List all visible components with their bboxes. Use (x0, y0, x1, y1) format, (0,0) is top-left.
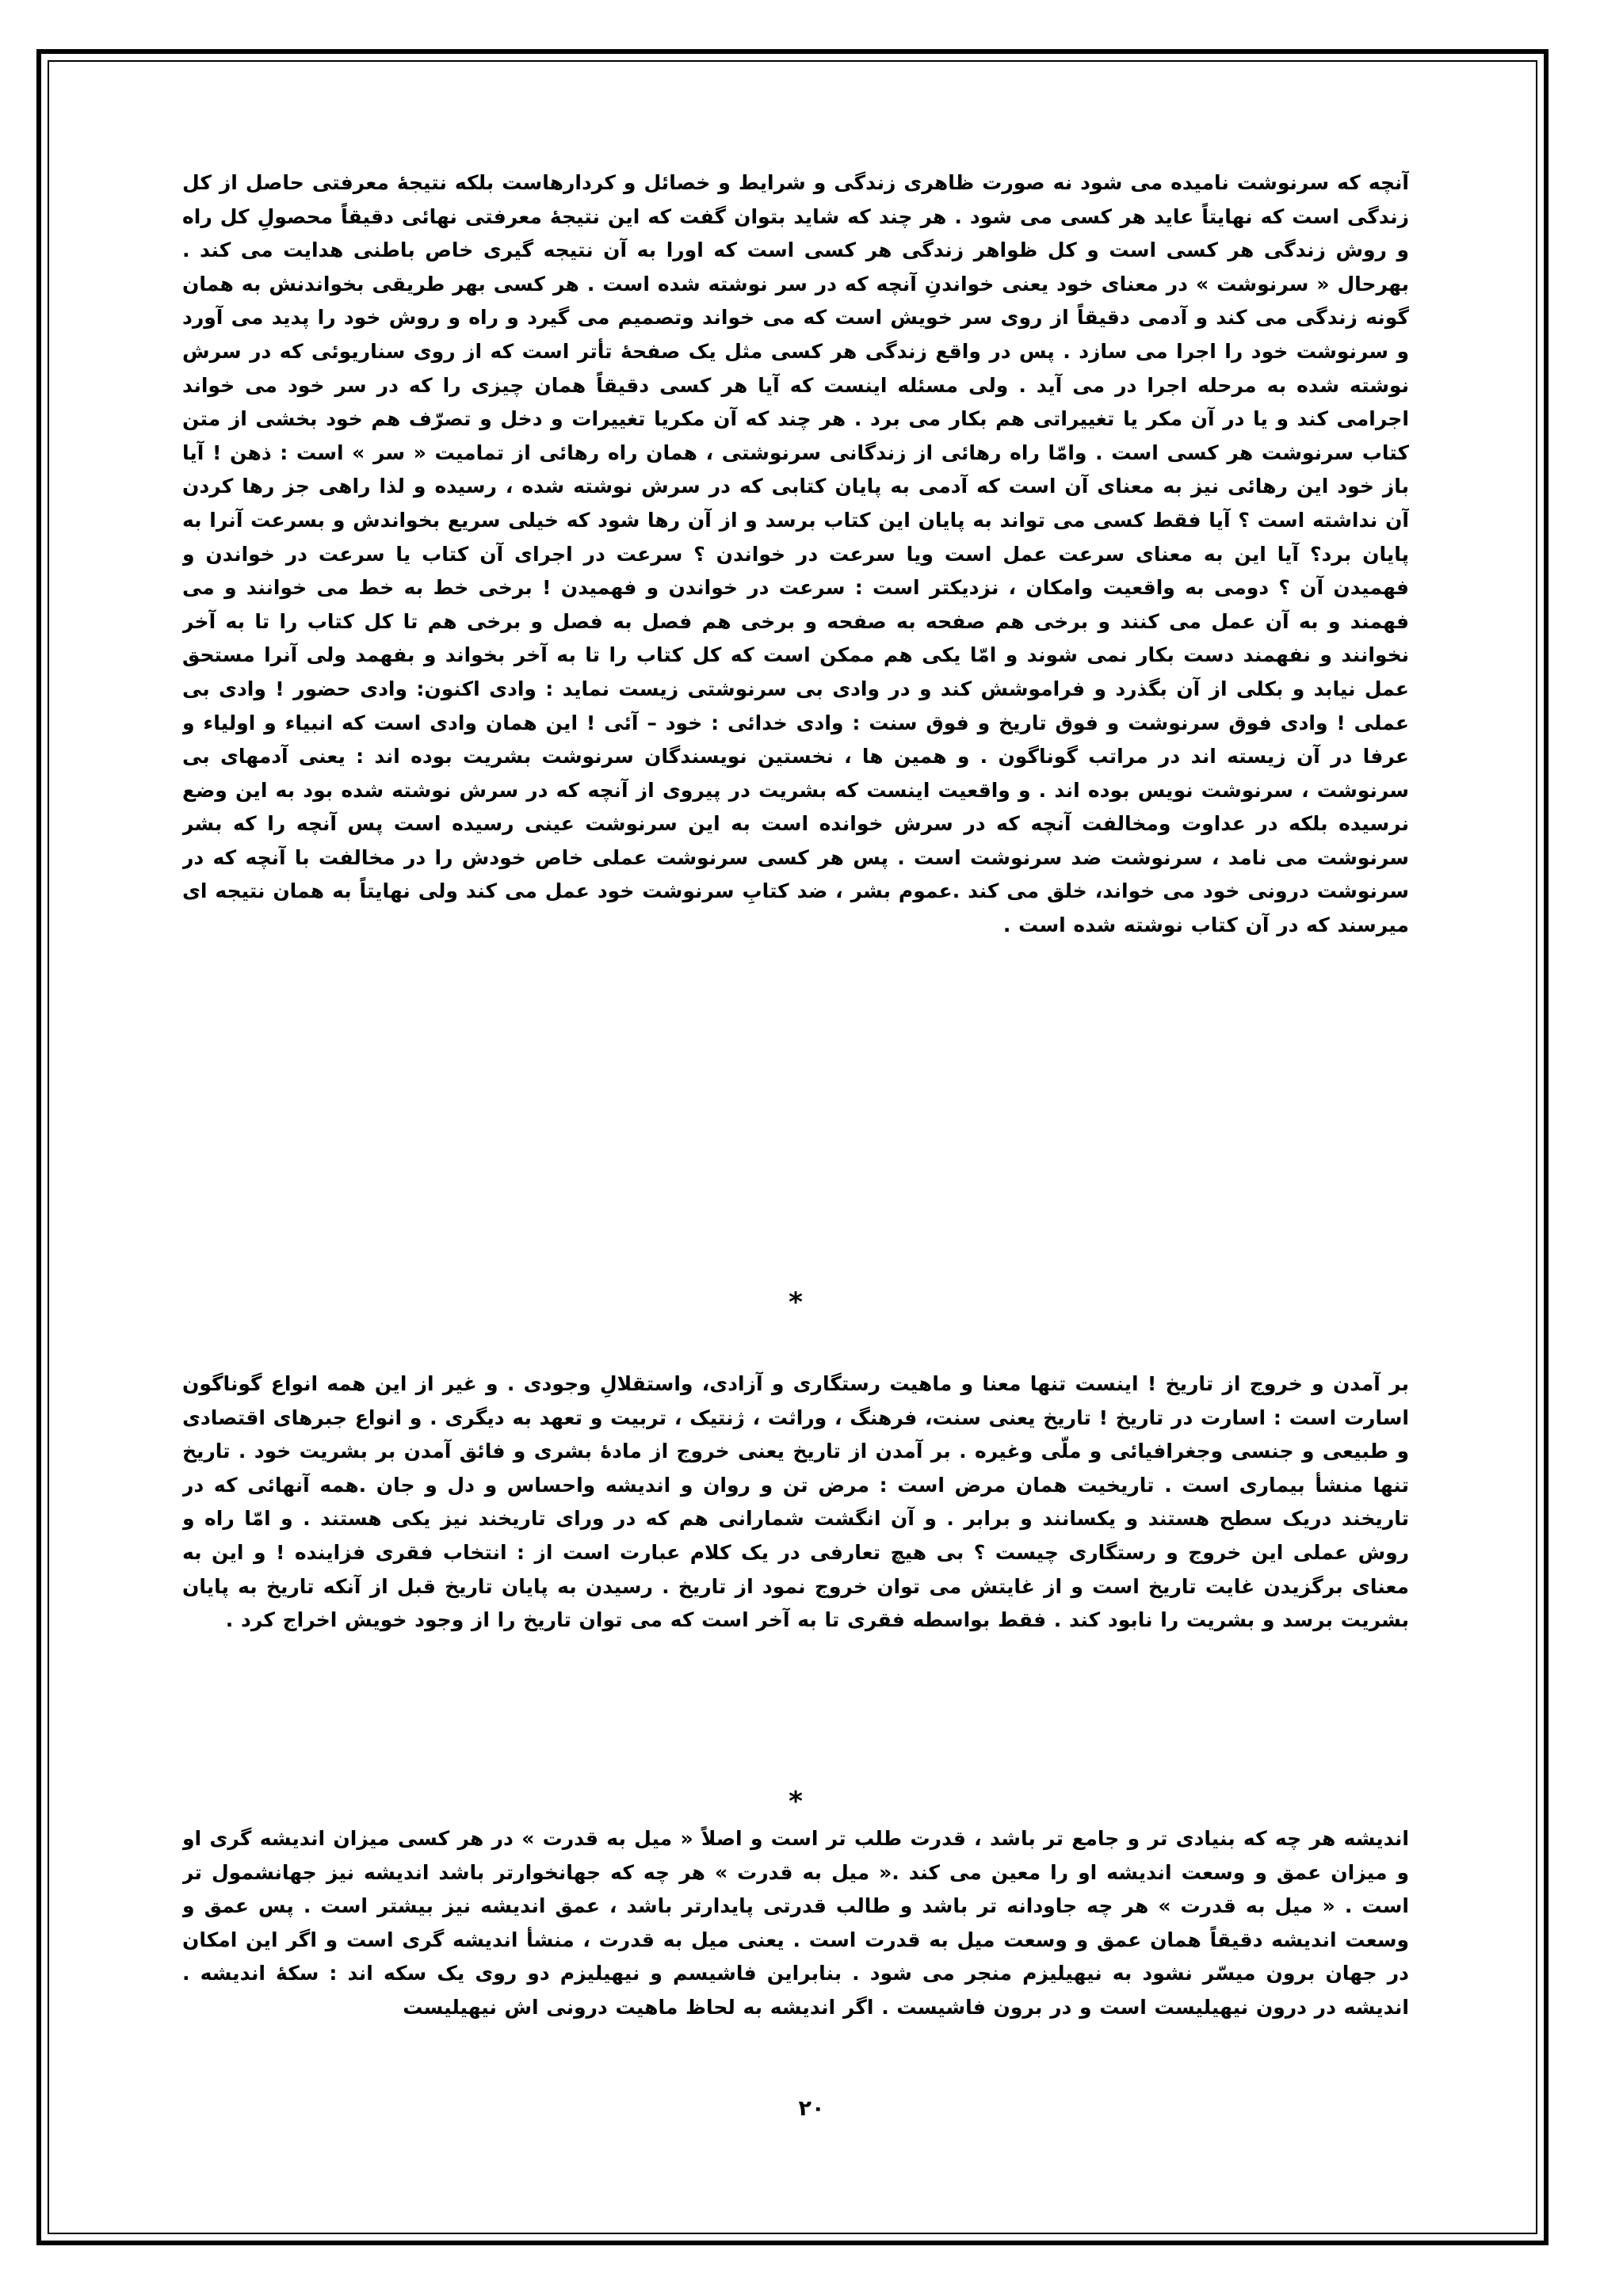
paragraph-destiny: آنچه که سرنوشت نامیده می شود نه صورت ظاهری زندگی و شرایط و خصائل و کردارهاست بلکه نتیجهٔ معرفتی حاصل از کل زندگی است که نهایتاً عاید هر کسی می شود . هر چند که شاید بتوان گفت که این نتیجهٔ معرفتی نهائی دقیقاً محصولِ کل راه و روش زندگی هر کسی است و کل ظواهر زندگی هر کسی است که اورا به آن نتیجه گیری خاص باطنی هدایت می کند . بهرحال « سرنوشت » در معنای خود یعنی خواندنِ آنچه که در سر نوشته شده است . هر کسی بهر طریقی بخواندنش به همان گونه زندگی می کند و آدمی دقیقاً از روی سر خویش است که می خواند وتصمیم می گیرد و راه و روش خود را پدید می آورد و سرنوشت خود را اجرا می سازد . پس در واقع زندگی هر کسی مثل یک صفحهٔ تأتر است که از روی سناریوئی که در سرش نوشته شده به مرحله اجرا در می آید . ولی مسئله اینست که آیا هر کسی دقیقاً همان چیزی را که در سر خود می خواند اجرامی کند و یا در آن مکر یا تغییراتی هم بکار می برد . هر چند که آن مکریا تغییرات و دخل و تصرّف هم خود بخشی از متن کتاب سرنوشت هر کسی است . وامّا راه رهائی از زندگانی سرنوشتی ، همان راه رهائی از تمامیت « سر » است : ذهن ! آیا باز خود این رهائی نیز به معنای آن است که آدمی به پایان کتابی که در سرش نوشته شده ، رسیده و لذا راهی جز رها کردن آن نداشته است ؟ آیا فقط کسی می تواند به پایان این کتاب برسد و از آن رها شود که خیلی سریع بخواندش و بسرعت آنرا به پایان برد؟ آیا این به معنای سرعت عمل است ویا سرعت در خواندن ؟ سرعت در اجرای آن کتاب یا سرعت در خواندن و فهمیدن آن ؟ دومی به واقعیت وامکان ، نزدیکتر است : سرعت در خواندن و فهمیدن ! برخی خط به خط می خوانند و می فهمند و به آن عمل می کنند و برخی هم صفحه به صفحه و برخی هم فصل به فصل و برخی هم تا کل کتاب را تا به آخر نخوانند و نفهمند دست بکار نمی شوند و امّا یکی هم ممکن است که کل کتاب را تا به آخر بخواند و بفهمد ولی آنرا مستحق عمل نیابد و بکلی از آن بگذرد و فراموشش کند و در وادی بی سرنوشتی زیست نماید : وادی اکنون: وادی حضور ! وادی بی عملی ! وادی فوق سرنوشت و فوق تاریخ و فوق سنت : وادی خدائی : خود – آئی ! این همان وادی است که انبیاء و اولیاء و عرفا در آن زیسته اند در مراتب گوناگون . و همین ها ، نخستین نویسندگان سرنوشت بشریت بوده اند : یعنی آدمهای بی سرنوشت ، سرنوشت نویس بوده اند . و واقعیت اینست که بشریت در پیروی از آنچه که در سرش نوشته شده بود به این وضع نرسیده بلکه در عداوت ومخالفت آنچه که در سرش خوانده است به این سرنوشت عینی رسیده است پس آنچه را که بشر سرنوشت می نامد ، سرنوشت ضد سرنوشت است . پس هر کسی سرنوشت عملی خاص خودش را در مخالفت با آنچه که در سرنوشت درونی خود می خواند، خلق می کند .عموم بشر ، ضد کتابِ سرنوشت خود عمل می کند ولی نهایتاً به همان نتیجه ای میرسند که در آن کتاب نوشته شده است . (182, 171, 1409, 937)
paragraph-history: بر آمدن و خروج از تاریخ ! اینست تنها معنا و ماهیت رستگاری و آزادی، واستقلالِ وجودی . و غیر از این همه انواع گوناگون اسارت است : اسارت در تاریخ ! تاریخ یعنی سنت، فرهنگ ، وراثت ، ژنتیک ، تربیت و تعهد به دیگری . و انواع جبرهای اقتصادی و طبیعی و جنسی وجغرافیائی و ملّی وغیره . بر آمدن از تاریخ یعنی خروج از مادهٔ بشری و فائق آمدن بر بشریت خود . تاریخ تنها منشأ بیماری است . تاریخیت همان مرض است : مرض تن و روان و اندیشه واحساس و دل و جان .همه آنهائی که در تاریخند دریک سطح هستند و یکسانند و برابر . و آن انگشت شمارانی هم که در ورای تاریخند نیز یکی هستند . و امّا راه و روش عملی این خروج و رستگاری چیست ؟ بی هیچ تعارفی در یک کلام عبارت است از : انتخاب فقری فزاینده ! و این به معنای برگزیدن غایت تاریخ است و از غایتش می توان خروج نمود از تاریخ . رسیدن به پایان تاریخ قبل از آنکه تاریخ به پایان بشریت برسد و بشریت را نابود کند . فقط بواسطه فقری تا به آخر است که می توان تاریخ را از وجود خویش اخراج کرد . (182, 1372, 1409, 1632)
page-number: ۲۰ (798, 2096, 825, 2121)
paragraph-thought: اندیشه هر چه که بنیادی تر و جامع تر باشد ، قدرت طلب تر است و اصلاً « میل به قدرت » در هر کسی میزان اندیشه گری او و میزان عمق و وسعت اندیشه او را معین می کند .« میل به قدرت » هر چه که جهانخوارتر باشد اندیشه نیز جهانشمول تر است . « میل به قدرت » هر چه جاودانه تر باشد و طالب قدرتی پایدارتر باشد ، عمق اندیشه نیز بیشتر است . پس عمق و وسعت اندیشه دقیقاً همان عمق و وسعت میل به قدرت است . یعنی میل به قدرت ، منشأ اندیشه گری است و اگر این امکان در جهان برون میسّر نشود به نیهیلیزم منجر می شود . بنابراین فاشیسم و نیهیلیزم دو روی یک سکه اند : سکهٔ اندیشه . اندیشه در درون نیهیلیست است و در برون فاشیست . اگر اندیشه به لحاظ ماهیت درونی اش نیهیلیست (182, 1827, 1409, 2019)
section-separator: * (789, 1786, 803, 1817)
page-body (182, 166, 1409, 2069)
section-separator: * (789, 1287, 803, 1318)
